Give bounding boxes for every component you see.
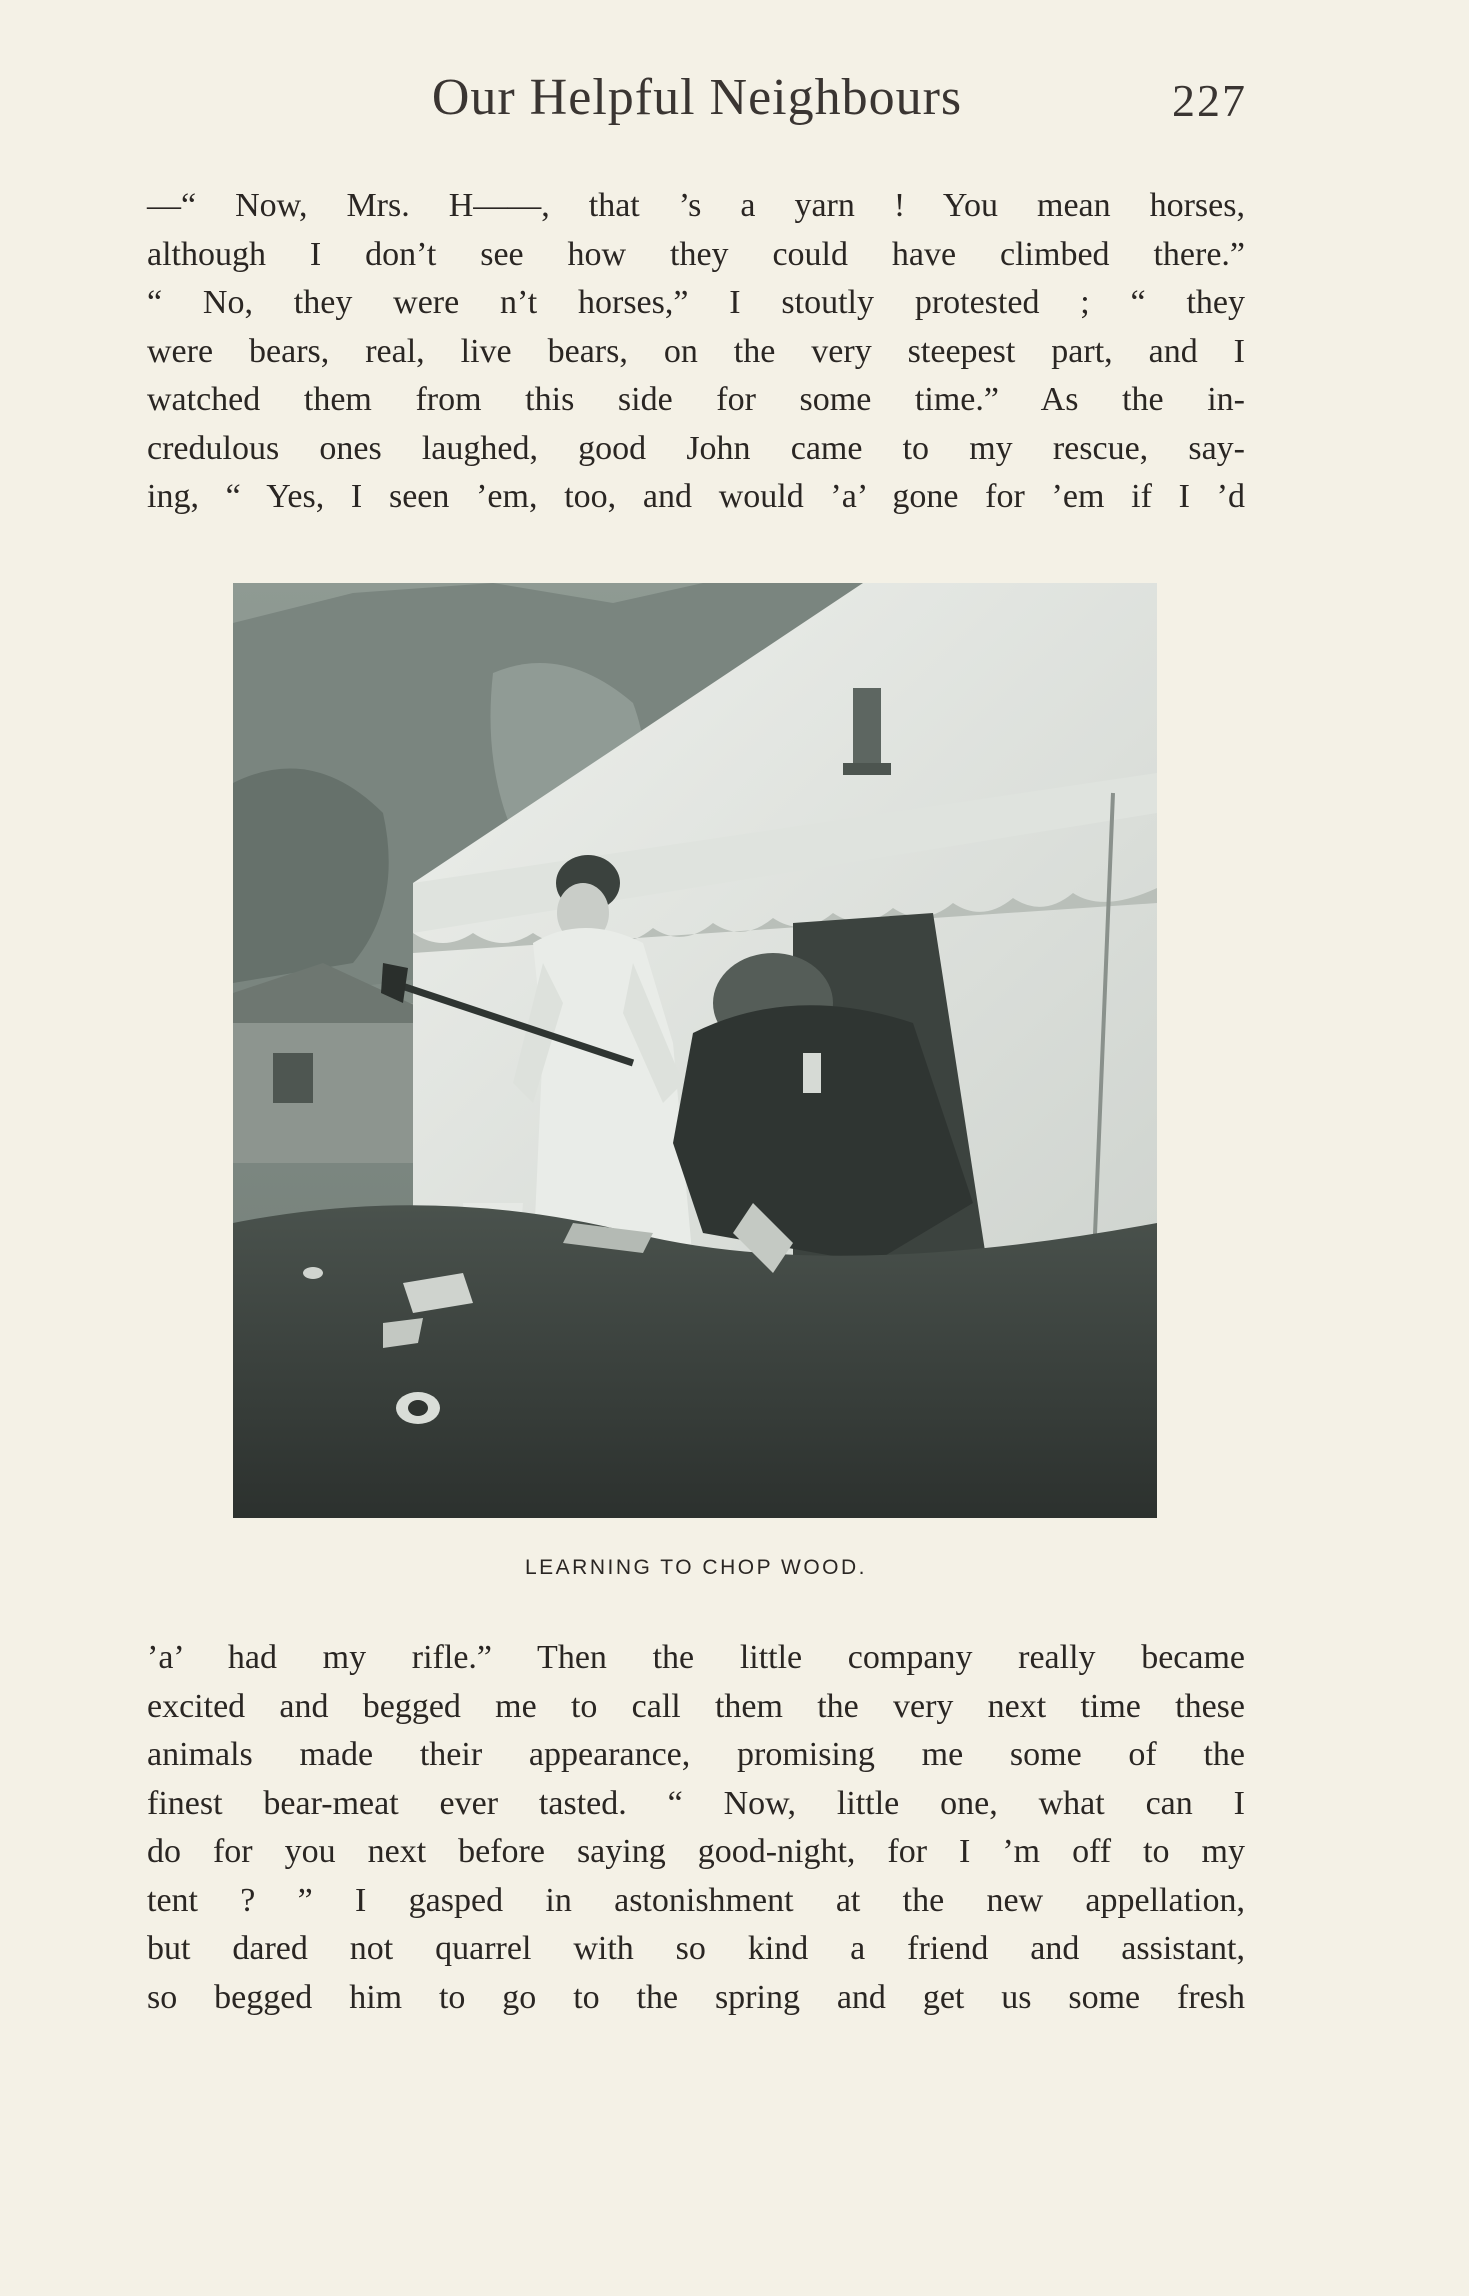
bottom-paragraph: [147, 1634, 1245, 2022]
text-line: credulous ones laughed, good John came to my rescue, say-: [147, 429, 1245, 467]
running-title: Our Helpful Neighbours: [431, 69, 963, 126]
page-number: 227: [1172, 75, 1247, 126]
text-line: but dared not quarrel with so kind a friend and assistant,: [147, 1930, 1245, 1967]
text-line: so begged him to go to the spring and get us some fresh: [147, 1978, 1245, 2016]
text-line: finest bear-meat ever tasted. “ Now, little one, what can I: [147, 1784, 1245, 1822]
text-line: animals made their appearance, promising me some of the: [147, 1736, 1245, 1773]
text-line: tent ? ” I gasped in astonishment at the new appellation,: [147, 1881, 1245, 1919]
text-line: do for you next before saying good-night, for I ’m off to my: [147, 1833, 1245, 1870]
text-line: ing, “ Yes, I seen ’em, too, and would ’a’ gone for ’em if I ’d: [147, 478, 1245, 515]
figure-caption: LEARNING TO CHOP WOOD.: [524, 1556, 868, 1579]
top-paragraph: [147, 182, 1245, 522]
photo-illustration: [233, 583, 1157, 1518]
text-line: “ No, they were n’t horses,” I stoutly protested ; “ they: [147, 284, 1245, 321]
text-line: although I don’t see how they could have climbed there.”: [147, 235, 1245, 273]
text-line: watched them from this side for some time.” As the in-: [147, 381, 1245, 418]
running-head: [147, 68, 1247, 148]
text-line: were bears, real, live bears, on the very steepest part, and I: [147, 332, 1245, 370]
text-line: ’a’ had my rifle.” Then the little company really became: [147, 1639, 1245, 1676]
text-line: —“ Now, Mrs. H——, that ’s a yarn ! You mean horses,: [147, 187, 1245, 224]
text-line: excited and begged me to call them the very next time these: [147, 1687, 1245, 1725]
photo-drawing: [233, 583, 1157, 1518]
